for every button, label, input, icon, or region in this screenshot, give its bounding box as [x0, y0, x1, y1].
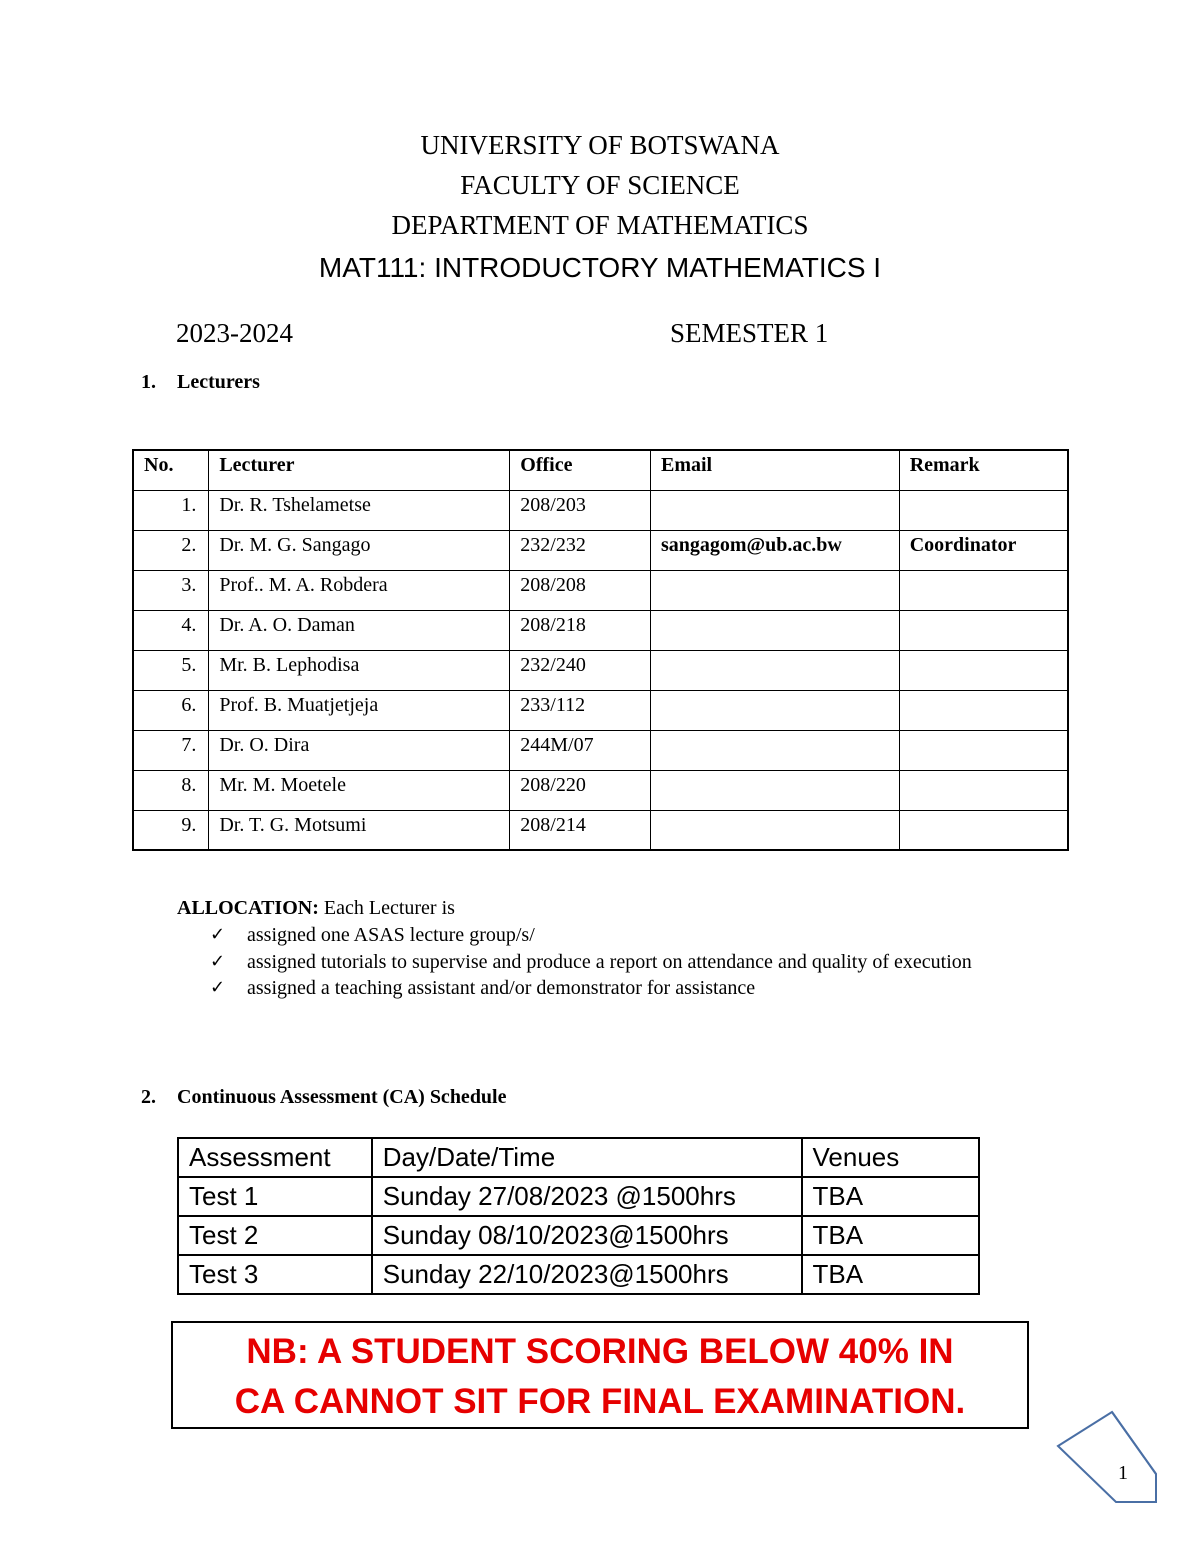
allocation-text: Each Lecturer is — [323, 897, 455, 919]
cell-office: 208/208 — [510, 570, 651, 610]
checkmark-icon: ✓ — [210, 950, 226, 972]
cell-venue: TBA — [802, 1255, 979, 1294]
table-row — [133, 730, 1068, 770]
col-header-datetime: Day/Date/Time — [372, 1138, 802, 1177]
section1-title: Lecturers — [177, 371, 260, 393]
cell-office: 208/218 — [510, 610, 651, 650]
faculty-title: FACULTY OF SCIENCE — [460, 170, 740, 200]
table-row — [133, 690, 1068, 730]
allocation-label: ALLOCATION: — [177, 897, 319, 919]
cell-email — [650, 770, 899, 810]
list-item — [210, 975, 1030, 1002]
col-header-no: No. — [133, 450, 209, 490]
col-header-assessment: Assessment — [178, 1138, 372, 1177]
cell-lecturer: Dr. R. Tshelametse — [209, 490, 510, 530]
department-title: DEPARTMENT OF MATHEMATICS — [391, 210, 809, 240]
cell-lecturer: Dr. O. Dira — [209, 730, 510, 770]
table-row — [133, 650, 1068, 690]
lecturers-table-header — [133, 450, 1068, 490]
cell-lecturer: Dr. T. G. Motsumi — [209, 810, 510, 850]
cell-no: 1. — [133, 490, 209, 530]
cell-remark: Coordinator — [899, 530, 1068, 570]
notice-line-2: CA CANNOT SIT FOR FINAL EXAMINATION. — [234, 1382, 966, 1421]
ca-schedule-table — [177, 1137, 980, 1295]
notice-line-1: NB: A STUDENT SCORING BELOW 40% IN — [246, 1332, 954, 1371]
cell-datetime: Sunday 27/08/2023 @1500hrs — [372, 1177, 802, 1216]
cell-remark — [899, 730, 1068, 770]
section1-number: 1. — [141, 371, 156, 393]
col-header-venues: Venues — [802, 1138, 979, 1177]
cell-office: 208/220 — [510, 770, 651, 810]
cell-remark — [899, 650, 1068, 690]
cell-email — [650, 570, 899, 610]
cell-venue: TBA — [802, 1216, 979, 1255]
cell-office: 208/214 — [510, 810, 651, 850]
cell-office: 233/112 — [510, 690, 651, 730]
section2-title: Continuous Assessment (CA) Schedule — [177, 1086, 507, 1108]
section2-number: 2. — [141, 1086, 156, 1108]
cell-no: 5. — [133, 650, 209, 690]
cell-remark — [899, 490, 1068, 530]
cell-datetime: Sunday 08/10/2023@1500hrs — [372, 1216, 802, 1255]
cell-email — [650, 490, 899, 530]
col-header-remark: Remark — [899, 450, 1068, 490]
cell-remark — [899, 770, 1068, 810]
table-row — [133, 810, 1068, 850]
cell-email — [650, 650, 899, 690]
allocation-list — [210, 922, 1030, 1002]
cell-assessment: Test 3 — [178, 1255, 372, 1294]
page-number-badge — [1056, 1410, 1160, 1510]
checkmark-icon: ✓ — [210, 977, 226, 998]
cell-email: sangagom@ub.ac.bw — [650, 530, 899, 570]
cell-no: 3. — [133, 570, 209, 610]
ca-table-header — [178, 1138, 979, 1177]
allocation-item-text: assigned tutorials to supervise and produce a report on attendance and quality of execution — [247, 950, 972, 973]
cell-email — [650, 730, 899, 770]
exam-eligibility-notice — [171, 1321, 1029, 1429]
cell-lecturer: Prof. B. Muatjetjeja — [209, 690, 510, 730]
allocation-intro — [177, 897, 455, 920]
cell-remark — [899, 810, 1068, 850]
table-row — [133, 570, 1068, 610]
page-number: 1 — [1118, 1462, 1128, 1484]
list-item — [210, 922, 1030, 949]
table-row — [133, 610, 1068, 650]
table-row — [133, 530, 1068, 570]
allocation-item-text: assigned a teaching assistant and/or demonstrator for assistance — [247, 977, 756, 999]
cell-email — [650, 690, 899, 730]
cell-lecturer: Dr. A. O. Daman — [209, 610, 510, 650]
table-row — [133, 770, 1068, 810]
allocation-item-text: assigned one ASAS lecture group/s/ — [247, 924, 535, 946]
cell-venue: TBA — [802, 1177, 979, 1216]
cell-lecturer: Mr. B. Lephodisa — [209, 650, 510, 690]
col-header-office: Office — [510, 450, 651, 490]
cell-remark — [899, 570, 1068, 610]
cell-no: 6. — [133, 690, 209, 730]
cell-lecturer: Prof.. M. A. Robdera — [209, 570, 510, 610]
course-title: MAT111: INTRODUCTORY MATHEMATICS I — [318, 252, 882, 283]
academic-year: 2023-2024 — [176, 318, 293, 348]
cell-no: 4. — [133, 610, 209, 650]
cell-assessment: Test 1 — [178, 1177, 372, 1216]
page-number-shape-icon — [1056, 1410, 1160, 1510]
col-header-lecturer: Lecturer — [209, 450, 510, 490]
table-row — [178, 1216, 979, 1255]
list-item — [210, 949, 1030, 976]
table-row — [178, 1255, 979, 1294]
cell-remark — [899, 690, 1068, 730]
cell-office: 232/232 — [510, 530, 651, 570]
cell-remark — [899, 610, 1068, 650]
cell-assessment: Test 2 — [178, 1216, 372, 1255]
cell-email — [650, 810, 899, 850]
table-row — [178, 1177, 979, 1216]
cell-email — [650, 610, 899, 650]
lecturers-table — [132, 449, 1069, 851]
cell-no: 2. — [133, 530, 209, 570]
checkmark-icon: ✓ — [210, 924, 226, 945]
cell-lecturer: Dr. M. G. Sangago — [209, 530, 510, 570]
cell-office: 208/203 — [510, 490, 651, 530]
cell-office: 232/240 — [510, 650, 651, 690]
cell-lecturer: Mr. M. Moetele — [209, 770, 510, 810]
col-header-email: Email — [650, 450, 899, 490]
cell-no: 9. — [133, 810, 209, 850]
university-title: UNIVERSITY OF BOTSWANA — [420, 130, 780, 160]
cell-no: 7. — [133, 730, 209, 770]
cell-no: 8. — [133, 770, 209, 810]
cell-office: 244M/07 — [510, 730, 651, 770]
semester-label: SEMESTER 1 — [670, 318, 829, 348]
cell-datetime: Sunday 22/10/2023@1500hrs — [372, 1255, 802, 1294]
table-row — [133, 490, 1068, 530]
